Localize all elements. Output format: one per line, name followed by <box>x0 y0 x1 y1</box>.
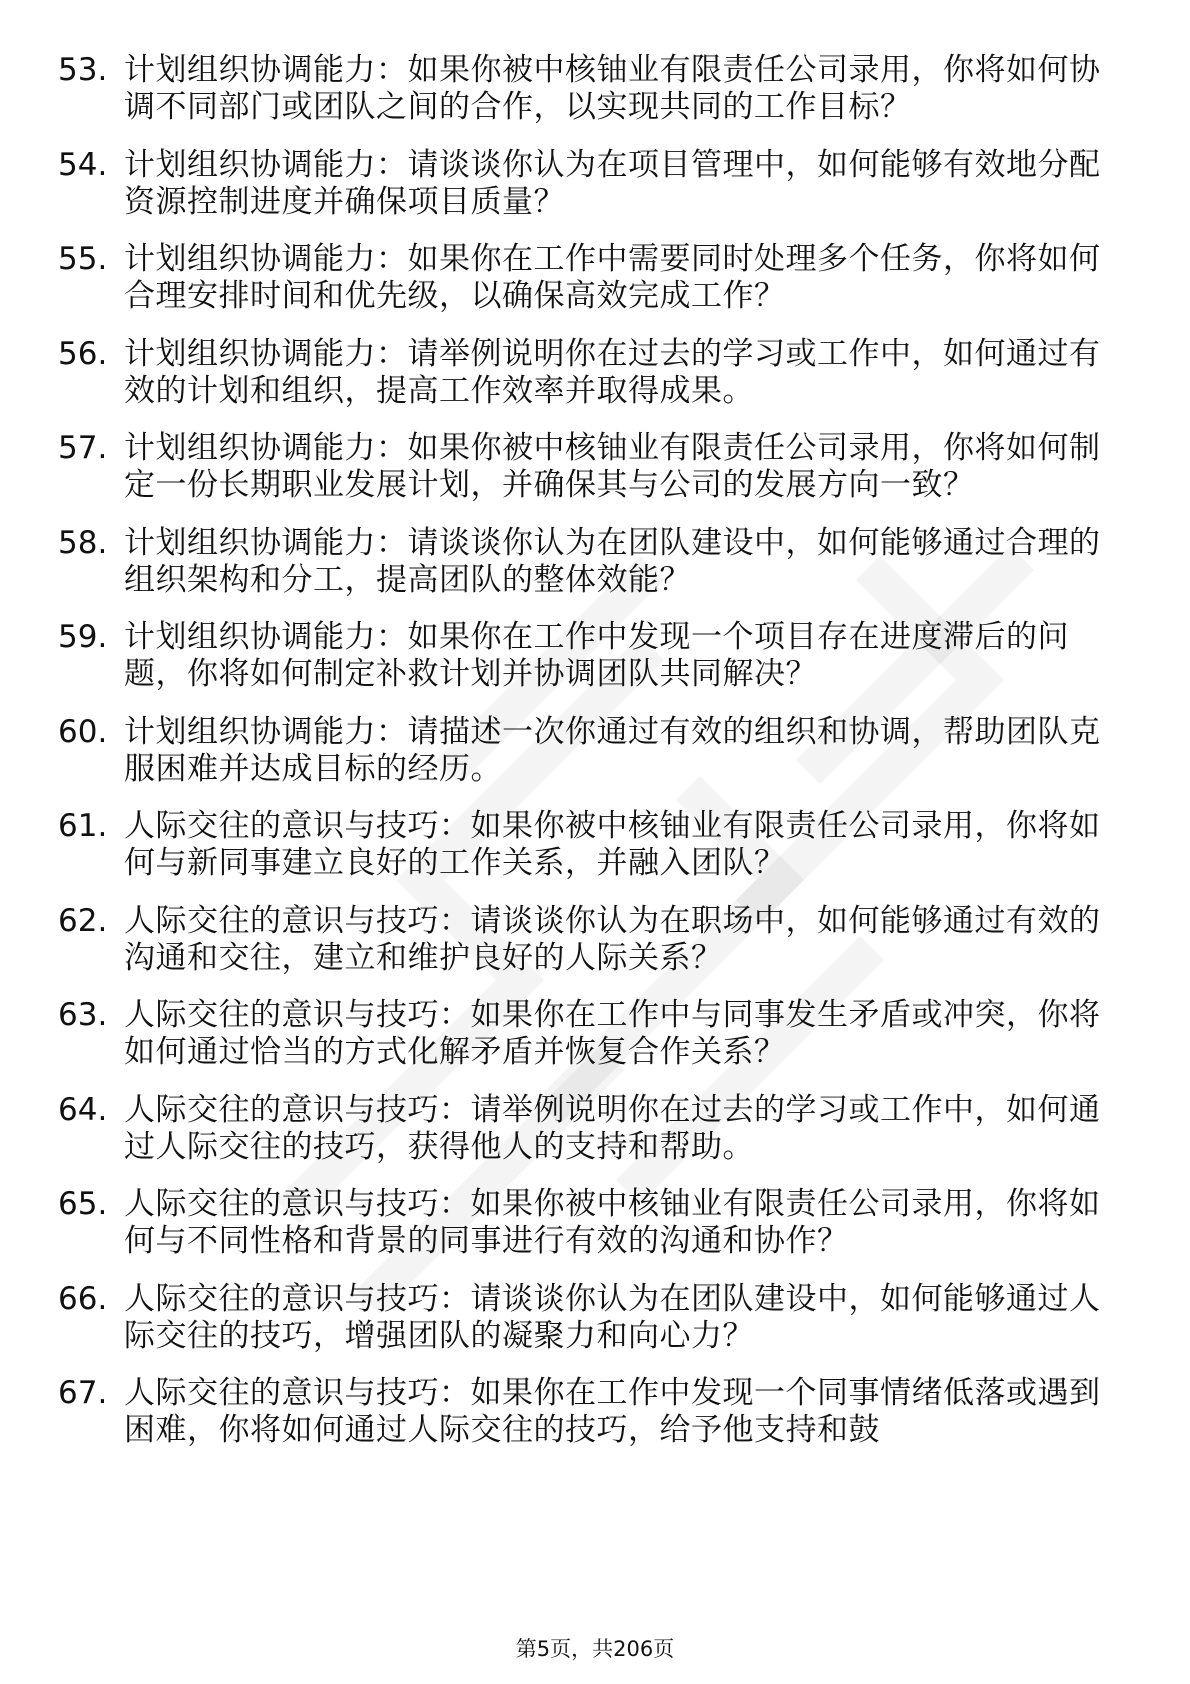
question-number: 57. <box>58 430 108 466</box>
list-item <box>58 1186 1128 1260</box>
question-number: 55. <box>58 241 108 277</box>
list-item <box>58 336 1128 410</box>
question-number: 59. <box>58 619 108 655</box>
question-list <box>58 52 1128 1449</box>
question-text: 计划组织协调能力：如果你在工作中需要同时处理多个任务，你将如何合理安排时间和优先级，以确保高效完成工作？ <box>124 241 1101 314</box>
question-number: 64. <box>58 1091 108 1128</box>
question-text: 计划组织协调能力：请谈谈你认为在团队建设中，如何能够通过合理的组织架构和分工，提高团队的整体效能？ <box>124 524 1101 598</box>
question-text: 计划组织协调能力：请谈谈你认为在项目管理中，如何能够有效地分配资源控制进度并确保项目质量？ <box>124 146 1101 220</box>
list-item <box>58 808 1128 882</box>
question-text: 计划组织协调能力：如果你被中核铀业有限责任公司录用，你将如何协调不同部门或团队之间的合作，以实现共同的工作目标？ <box>124 52 1101 125</box>
question-text: 计划组织协调能力：请举例说明你在过去的学习或工作中，如何通过有效的计划和组织，提高工作效率并取得成果。 <box>124 335 1101 409</box>
question-text: 人际交往的意识与技巧：请举例说明你在过去的学习或工作中，如何通过人际交往的技巧，获得他人的支持和帮助。 <box>124 1091 1101 1165</box>
question-number: 58. <box>58 524 108 561</box>
list-item <box>58 1375 1128 1449</box>
list-item <box>58 619 1128 693</box>
list-item <box>58 430 1128 504</box>
question-text: 计划组织协调能力：请描述一次你通过有效的组织和协调，帮助团队克服困难并达成目标的经历。 <box>124 713 1101 787</box>
question-text: 人际交往的意识与技巧：如果你被中核铀业有限责任公司录用，你将如何与不同性格和背景的同事进行有效的沟通和协作？ <box>124 1186 1101 1259</box>
question-number: 63. <box>58 997 108 1033</box>
question-text: 人际交往的意识与技巧：如果你被中核铀业有限责任公司录用，你将如何与新同事建立良好的工作关系，并融入团队？ <box>124 808 1101 881</box>
list-item <box>58 903 1128 977</box>
list-item <box>58 997 1128 1071</box>
question-text: 人际交往的意识与技巧：请谈谈你认为在团队建设中，如何能够通过人际交往的技巧，增强团队的凝聚力和向心力？ <box>124 1280 1101 1354</box>
question-number: 60. <box>58 713 108 750</box>
question-text: 计划组织协调能力：如果你被中核铀业有限责任公司录用，你将如何制定一份长期职业发展计划，并确保其与公司的发展方向一致？ <box>124 430 1101 503</box>
list-item <box>58 52 1128 126</box>
question-number: 67. <box>58 1375 108 1411</box>
question-text: 计划组织协调能力：如果你在工作中发现一个项目存在进度滞后的问题，你将如何制定补救计划并协调团队共同解决？ <box>124 619 1069 692</box>
list-item <box>58 241 1128 315</box>
question-text: 人际交往的意识与技巧：请谈谈你认为在职场中，如何能够通过有效的沟通和交往，建立和维护良好的人际关系？ <box>124 902 1101 976</box>
question-number: 65. <box>58 1186 108 1222</box>
question-text: 人际交往的意识与技巧：如果你在工作中与同事发生矛盾或冲突，你将如何通过恰当的方式化解矛盾并恢复合作关系？ <box>124 997 1101 1070</box>
list-item <box>58 1092 1128 1166</box>
page-footer: 第5页，共206页 <box>515 1637 675 1661</box>
question-number: 54. <box>58 146 108 183</box>
question-number: 53. <box>58 52 108 88</box>
list-item <box>58 147 1128 221</box>
question-number: 61. <box>58 808 108 844</box>
question-number: 62. <box>58 902 108 939</box>
list-item <box>58 1281 1128 1355</box>
list-item <box>58 714 1128 788</box>
question-text: 人际交往的意识与技巧：如果你在工作中发现一个同事情绪低落或遇到困难，你将如何通过人际交往的技巧，给予他支持和鼓 <box>124 1375 1101 1448</box>
document-body <box>58 52 1128 1470</box>
list-item <box>58 525 1128 599</box>
question-number: 66. <box>58 1280 108 1317</box>
question-number: 56. <box>58 335 108 372</box>
